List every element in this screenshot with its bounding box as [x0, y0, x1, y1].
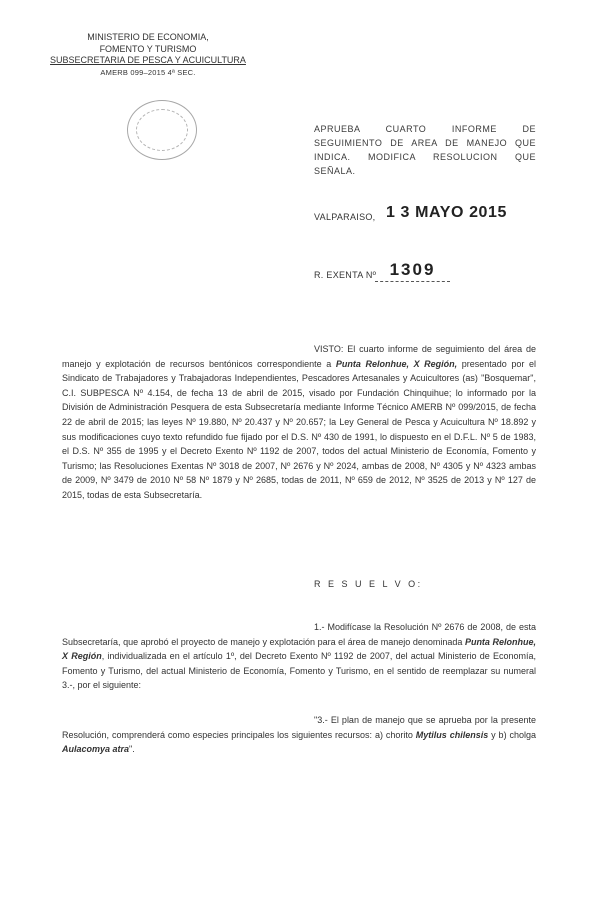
visto-paragraph: [62, 342, 536, 503]
res2-text-3: ".: [129, 744, 135, 755]
date-line: [314, 204, 514, 228]
resolution-numeral-3: [62, 713, 536, 757]
document-subject: APRUEBA CUARTO INFORME DE SEGUIMIENTO DE AREA DE MANEJO QUE INDICA. MODIFICA RESOLUCION QUE SEÑALA.: [314, 124, 536, 176]
res1-text-2: , individualizada en el artículo 1º, del Decreto Exento Nº 1192 de 2007, del actual Ministerio de Economía, Fomento y Turismo, del actual Ministerio de Economía, Fomento y Turismo, en el sentido de reemplazar su numeral 3.-, por el siguiente:: [62, 651, 536, 691]
species-mytilus: Mytilus chilensis: [415, 729, 489, 740]
resolution-article-1: [62, 620, 536, 693]
place-label: VALPARAISO,: [314, 212, 376, 222]
res1-text-1: 1.- Modifícase la Resolución Nº 2676 de 2008, de esta Subsecretaría, que aprobó el proyecto de manejo y explotación para el área de manejo denominada: [62, 622, 536, 647]
visto-lead: VISTO:: [314, 344, 344, 354]
exenta-number: 1309: [375, 260, 450, 282]
resuelvo-heading: R E S U E L V O:: [314, 579, 423, 589]
official-stamp: [127, 100, 197, 160]
species-aulacomya: Aulacomya atra: [62, 744, 130, 755]
header-reference-code: AMERB 099–2015 4ª SEC.: [100, 67, 196, 77]
visto-text-1: El cuarto informe de seguimiento del área de manejo y explotación de recursos bentónicos correspondiente a: [62, 344, 536, 369]
res2-text-1: "3.- El plan de manejo que se aprueba por la presente Resolución, comprenderá como especies principales los siguientes recursos: a) chorito: [62, 715, 536, 740]
header-subsecretaria: SUBSECRETARIA DE PESCA Y ACUICULTURA: [50, 55, 246, 65]
header-ministry: MINISTERIO DE ECONOMIA,: [87, 32, 209, 42]
letterhead: [48, 32, 248, 78]
header-ministry-2: FOMENTO Y TURISMO: [99, 43, 197, 54]
exenta-label: R. EXENTA Nº: [314, 270, 377, 280]
visto-area-name: Punta Relonhue, X Región,: [335, 358, 458, 369]
document-date: 1 3 MAYO 2015: [386, 204, 508, 221]
visto-text-2: presentado por el Sindicato de Trabajadores y Trabajadoras Independientes, Pescadores Artesanales y Acuicultores (as) "Bosquemar", C.I. SUBPESCA Nº 4.154, de fecha 13 de abril de 2015, visado por Fundación Chinquihue; lo informado por la División de Administración Pesquera de esta Subsecretaría mediante Informe Técnico AMERB Nº 099/2015, de fecha 22 de abril de 2015; las leyes Nº 19.880, Nº 20.437 y Nº 20.657; la Ley General de Pesca y Acuicultura Nº 18.892 y sus modificaciones cuyo texto refundido fue fijado por el D.S. Nº 430 de 1991, lo dispuesto en el D.F.L. Nº 5 de 1983, el D.S. Nº 355 de 1995 y el Decreto Exento Nº 1192 de 2007, todos del actual Ministerio de Economía, Fomento y Turismo; las Resoluciones Exentas Nº 3018 de 2007, Nº 2676 y Nº 2024, ambas de 2008, Nº 4305 y Nº 4323 ambas de 2009, Nº 3479 de 2010 Nº 58 Nº 1879 y Nº 2685, todas de 2011, Nº 659 de 2012, Nº 3525 de 2013 y Nº 127 de 2015, todas de esta Subsecretaría.: [62, 358, 536, 500]
exenta-line: [314, 260, 474, 284]
res1-area-name: Punta Relonhue, X Región: [62, 636, 536, 662]
res2-text-2: y b) cholga: [488, 729, 536, 740]
